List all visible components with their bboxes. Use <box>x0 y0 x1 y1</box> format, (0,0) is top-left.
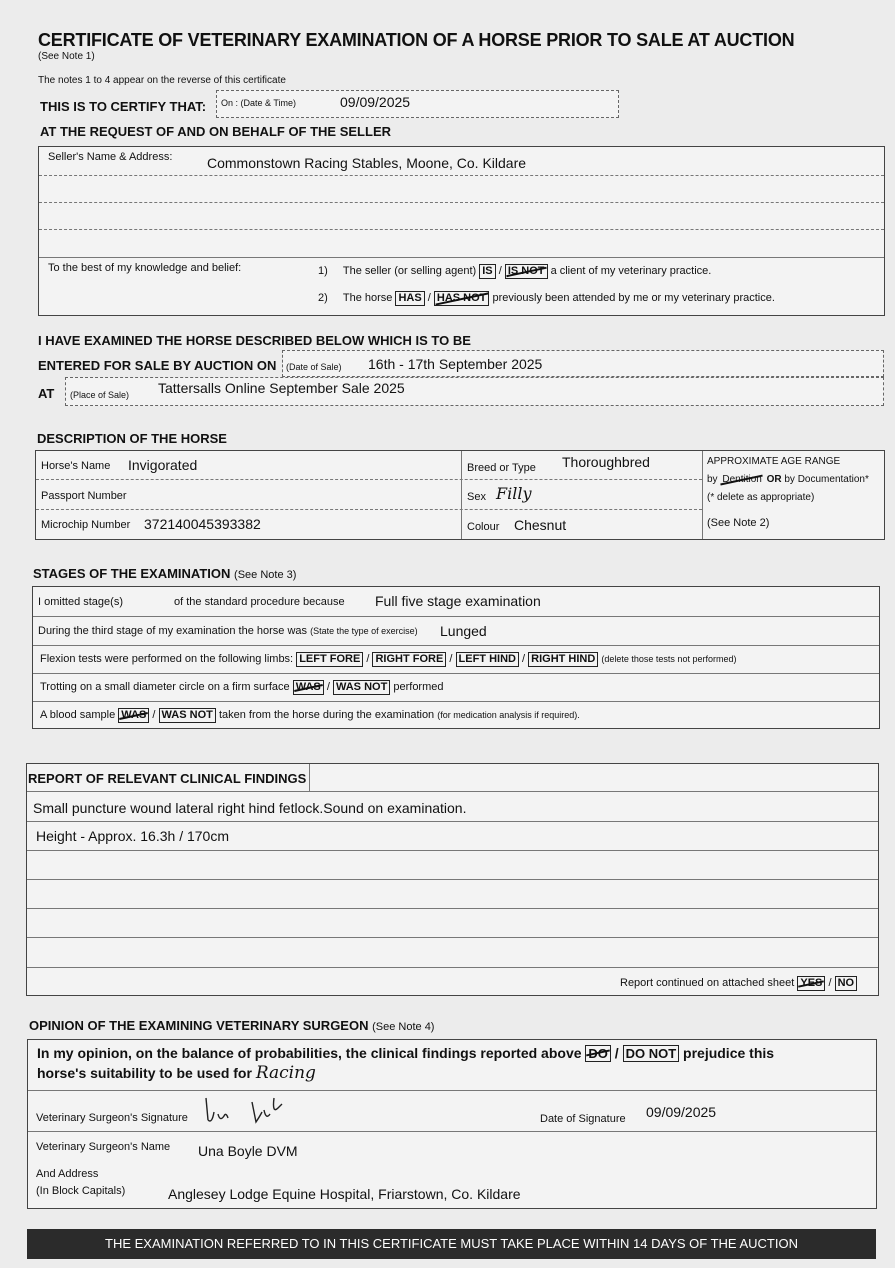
opinion-donot-option[interactable]: DO NOT <box>623 1045 680 1062</box>
colour-label: Colour <box>467 521 500 533</box>
place-of-sale-label: (Place of Sale) <box>70 390 130 400</box>
opinion-do-struck[interactable]: DO <box>585 1045 611 1062</box>
entered-label: ENTERED FOR SALE BY AUCTION ON <box>38 358 277 373</box>
opinion-line-2: horse's suitability to be used for Racing <box>37 1063 316 1083</box>
sex-label: Sex <box>467 491 486 503</box>
trot-was-struck[interactable]: WAS <box>293 680 324 695</box>
sig-date-label: Date of Signature <box>540 1113 626 1125</box>
trotting-line: Trotting on a small diameter circle on a firm surface WAS / WAS NOT performed <box>40 681 444 693</box>
breed-label: Breed or Type <box>467 462 536 474</box>
see-note-1: (See Note 1) <box>38 51 95 62</box>
horse-name-label: Horse's Name <box>41 460 111 472</box>
age-method-line: by Dentition OR by Documentation* <box>707 474 869 485</box>
flexion-line: Flexion tests were performed on the following limbs: LEFT FORE / RIGHT FORE / LEFT HIND / RIGHT HIND (delete those tests not performed) <box>40 653 737 665</box>
continued-yes-struck[interactable]: YES <box>797 976 825 991</box>
examined-label: I HAVE EXAMINED THE HORSE DESCRIBED BELOW WHICH IS TO BE <box>38 333 471 348</box>
flex-left-fore[interactable]: LEFT FORE <box>296 652 363 667</box>
notes-text: The notes 1 to 4 appear on the reverse of this certificate <box>38 75 286 86</box>
stages-section-heading: STAGES OF THE EXAMINATION (See Note 3) <box>33 566 297 581</box>
omitted-label: I omitted stage(s) <box>38 596 123 608</box>
flex-left-hind[interactable]: LEFT HIND <box>456 652 519 667</box>
age-delete-note: (* delete as appropriate) <box>707 492 815 503</box>
horse-hasnot-option-struck[interactable]: HAS NOT <box>434 291 490 306</box>
vet-name-value: Una Boyle DVM <box>198 1143 298 1159</box>
third-stage-value: Lunged <box>440 623 487 639</box>
sale-place-value: Tattersalls Online September Sale 2025 <box>158 380 405 396</box>
vet-address-value: Anglesey Lodge Equine Hospital, Friarstown, Co. Kildare <box>168 1186 521 1202</box>
certify-label: THIS IS TO CERTIFY THAT: <box>40 99 207 114</box>
report-line-2: Height - Approx. 16.3h / 170cm <box>36 828 229 844</box>
microchip-value: 372140045393382 <box>144 516 261 532</box>
knowledge-label: To the best of my knowledge and belief: <box>48 262 242 274</box>
block-capitals-label: (In Block Capitals) <box>36 1185 126 1197</box>
blood-line: A blood sample WAS / WAS NOT taken from the horse during the examination (for medication analysis if required). <box>40 709 580 721</box>
seller-is-option[interactable]: IS <box>479 264 495 279</box>
opinion-statement: In my opinion, on the balance of probabilities, the clinical findings reported above DO / DO NOT prejudice this <box>37 1045 775 1061</box>
passport-label: Passport Number <box>41 490 127 502</box>
flex-right-hind[interactable]: RIGHT HIND <box>528 652 598 667</box>
horse-name-value: Invigorated <box>128 457 198 473</box>
report-section-heading: REPORT OF RELEVANT CLINICAL FINDINGS <box>28 771 307 786</box>
trot-wasnot-option[interactable]: WAS NOT <box>333 680 390 695</box>
certify-date-value: 09/09/2025 <box>340 94 411 110</box>
sig-date-value: 09/09/2025 <box>646 1104 717 1120</box>
signature-image <box>200 1094 300 1128</box>
seller-section-heading: AT THE REQUEST OF AND ON BEHALF OF THE SELLER <box>40 124 391 139</box>
microchip-label: Microchip Number <box>41 519 131 531</box>
age-title: APPROXIMATE AGE RANGE <box>707 456 841 467</box>
seller-statement-1: 1) The seller (or selling agent) IS / IS NOT a client of my veterinary practice. <box>318 265 712 277</box>
seller-statement-2: 2) The horse HAS / HAS NOT previously been attended by me or my veterinary practice. <box>318 292 775 304</box>
address-label: And Address <box>36 1168 99 1180</box>
use-value: Racing <box>255 1063 316 1083</box>
blood-was-struck[interactable]: WAS <box>118 708 149 723</box>
horse-has-option[interactable]: HAS <box>395 291 424 306</box>
horse-section-heading: DESCRIPTION OF THE HORSE <box>37 431 227 446</box>
report-continued-line: Report continued on attached sheet YES / NO <box>620 976 857 991</box>
age-dentition-struck: Dentition <box>722 474 762 485</box>
sex-value: Filly <box>496 484 532 503</box>
on-date-label: On : (Date & Time) <box>221 98 297 108</box>
omitted-value: Full five stage examination <box>375 593 541 609</box>
signature-label: Veterinary Surgeon's Signature <box>36 1112 188 1124</box>
report-line-1: Small puncture wound lateral right hind fetlock.Sound on examination. <box>33 800 467 816</box>
vet-name-label: Veterinary Surgeon's Name <box>36 1141 171 1153</box>
seller-isnot-option-struck[interactable]: IS NOT <box>505 264 548 279</box>
omitted-mid: of the standard procedure because <box>174 596 345 608</box>
colour-value: Chesnut <box>514 517 567 533</box>
continued-no-option[interactable]: NO <box>835 976 858 991</box>
at-label: AT <box>38 386 55 401</box>
age-see-note: (See Note 2) <box>707 517 770 529</box>
blood-wasnot-option[interactable]: WAS NOT <box>159 708 216 723</box>
certificate-title: CERTIFICATE OF VETERINARY EXAMINATION OF A HORSE PRIOR TO SALE AT AUCTION <box>38 30 795 50</box>
footer-banner: THE EXAMINATION REFERRED TO IN THIS CERTIFICATE MUST TAKE PLACE WITHIN 14 DAYS OF THE AUCTION <box>27 1229 876 1259</box>
flex-right-fore[interactable]: RIGHT FORE <box>372 652 446 667</box>
opinion-section-heading: OPINION OF THE EXAMINING VETERINARY SURGEON (See Note 4) <box>29 1018 435 1033</box>
date-of-sale-label: (Date of Sale) <box>286 362 342 372</box>
sale-date-value: 16th - 17th September 2025 <box>368 356 543 372</box>
seller-name-value: Commonstown Racing Stables, Moone, Co. Kildare <box>207 155 527 171</box>
seller-name-label: Seller's Name & Address: <box>48 151 173 163</box>
breed-value: Thoroughbred <box>562 454 650 470</box>
third-stage-label: During the third stage of my examination the horse was (State the type of exercise) <box>38 625 418 637</box>
